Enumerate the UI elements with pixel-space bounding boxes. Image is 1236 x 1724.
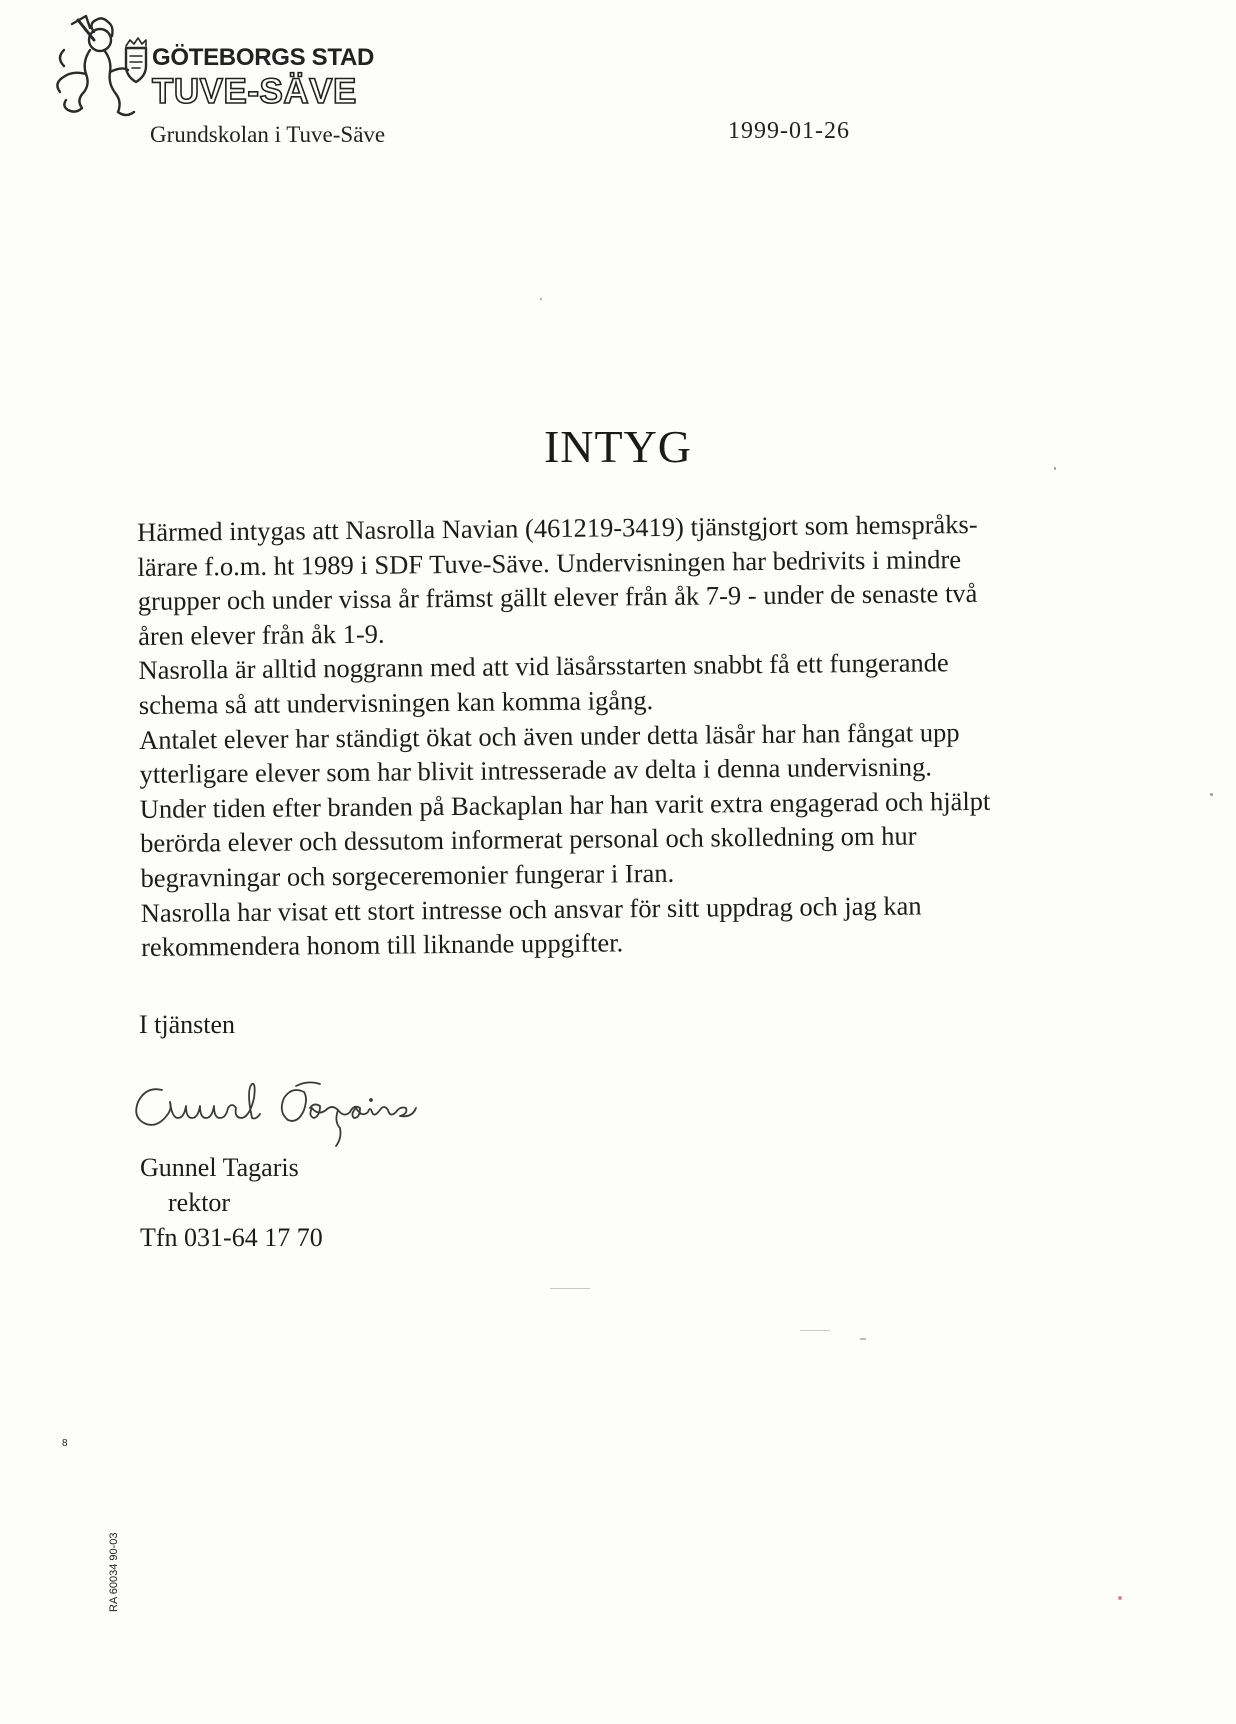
- lion-crest-icon: [42, 10, 152, 130]
- body-line: ytterligare elever som har blivit intresserade av delta i denna undervisning.: [139, 751, 933, 790]
- scan-speck: [1210, 793, 1213, 796]
- body-line: Nasrolla har visat ett stort intresse och ansvar för sitt uppdrag och jag kan: [140, 890, 922, 928]
- scan-speck: [1118, 1596, 1122, 1600]
- signer-name: Gunnel Tagaris: [140, 1153, 299, 1182]
- letter-date: 1999-01-26: [728, 118, 850, 144]
- body-line: berörda elever och dessutom informerat personal och skolledning om hur: [140, 820, 917, 859]
- org-name: GÖTEBORGS STAD: [152, 44, 375, 71]
- school-name: Grundskolan i Tuve-Säve: [150, 122, 386, 147]
- body-line: lärare f.o.m. ht 1989 i SDF Tuve-Säve. Undervisningen har bedrivits i mindre: [137, 543, 962, 582]
- page-number: 8: [62, 1438, 68, 1449]
- scan-speck: [1054, 467, 1056, 470]
- body-line: schema så att undervisningen kan komma igång.: [138, 685, 654, 720]
- scan-speck: [540, 298, 542, 300]
- form-code: RA 60034 90-03: [108, 1532, 120, 1612]
- body-line: Antalet elever har ständigt ökat och även under detta läsår har han fångat upp: [139, 716, 960, 755]
- district-name: TUVE-SÄVE: [152, 72, 357, 111]
- scan-speck: [800, 1330, 830, 1331]
- signer-phone: Tfn 031-64 17 70: [140, 1223, 323, 1252]
- signer-role: rektor: [168, 1188, 231, 1217]
- body-line: åren elever från åk 1-9.: [138, 618, 385, 651]
- body-paragraph: [137, 506, 1101, 965]
- body-line: Nasrolla är alltid noggrann med att vid läsårsstarten snabbt få ett fungerande: [138, 647, 949, 686]
- body-line: Härmed intygas att Nasrolla Navian (461219-3419) tjänstgjort som hemspråks-: [137, 508, 978, 547]
- document-title: INTYG: [543, 421, 693, 472]
- signer-block: [140, 1150, 323, 1255]
- scan-speck: [860, 1338, 866, 1340]
- body-line: rekommendera honom till liknande uppgifter.: [141, 927, 624, 963]
- closing: I tjänsten: [139, 1010, 236, 1039]
- handwritten-signature: [128, 1068, 448, 1148]
- scan-speck: [550, 1288, 590, 1289]
- body-line: grupper och under vissa år främst gällt elever från åk 7-9 - under de senaste två: [137, 578, 978, 617]
- body-line: Under tiden efter branden på Backaplan har han varit extra engagerad och hjälpt: [139, 785, 991, 824]
- body-line: begravningar och sorgeceremonier fungerar i Iran.: [140, 857, 675, 893]
